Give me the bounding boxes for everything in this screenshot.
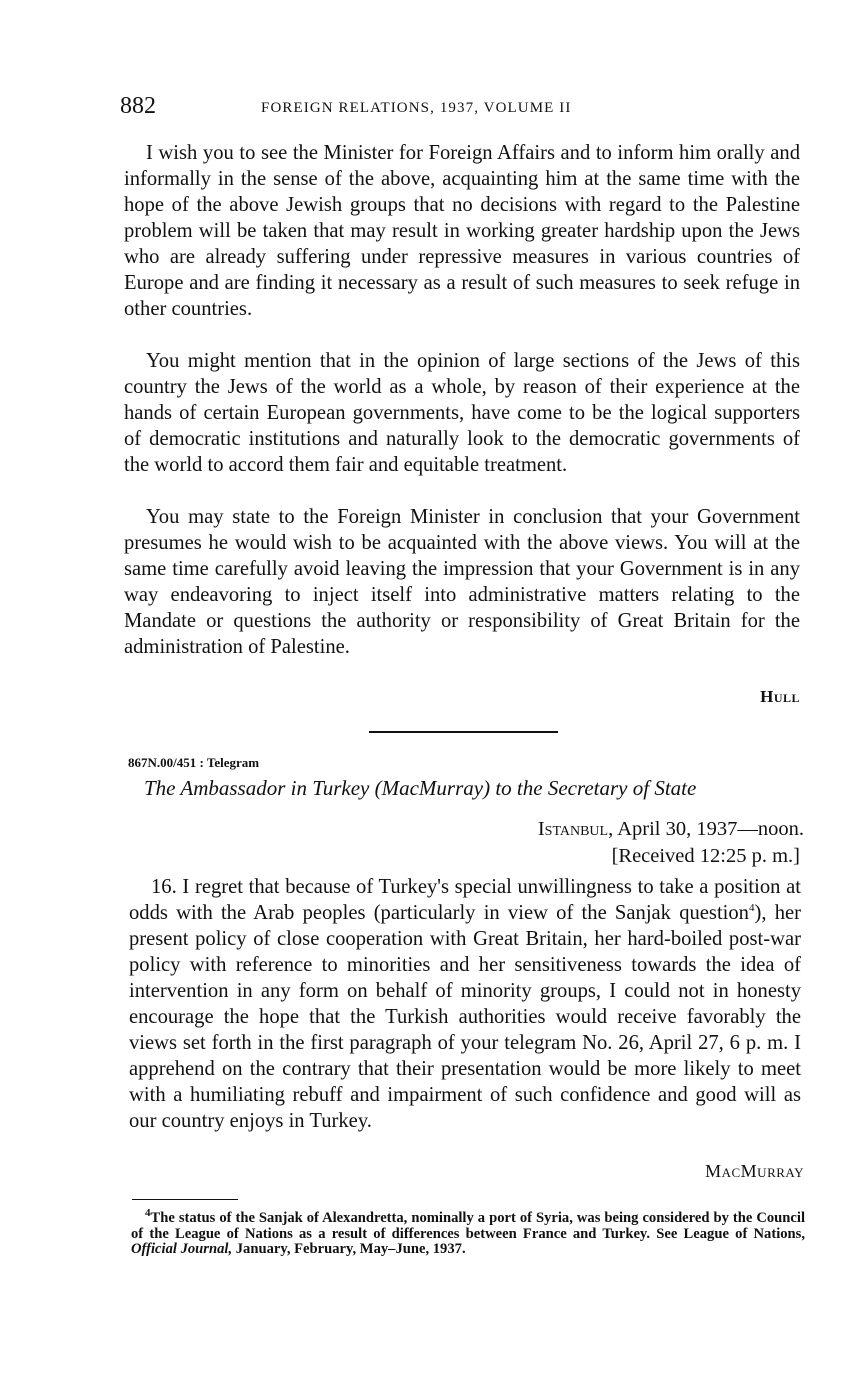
telegram-text-rest: ), her present policy of close cooperation with Great Britain, her hard-boiled post-war policy with reference to minorities and her sensitiveness towards the idea of intervention in any form on behalf of minority groups, I could not in honesty encourage the hope that the Turkish authorities would receive favorably the views set forth in the first paragraph of your telegram No. 26, April 27, 6 p. m. I apprehend on the contrary that their presentation would be more likely to meet with a humiliating rebuff and impairment of such confidence and good will as our country enjoys in Turkey. [129,902,802,1132]
footnote-marker: 4 [145,1207,151,1220]
signature-hull: Hull [760,687,800,706]
footnote-rule [132,1199,238,1200]
paragraph-1: I wish you to see the Minister for Foreign Affairs and to inform him orally and informally in the sense of the above, acquainting him at the same time with the hope of the above Jewish groups that no decisions with regard to the Palestine problem will be taken that may result in working greater hardship upon the Jews who are already suffering under repressive measures in various countries of Europe and are finding it necessary as a result of such measures to seek refuge in other countries. [124,142,800,320]
telegram-paragraph [129,874,801,1134]
running-head: FOREIGN RELATIONS, 1937, VOLUME II [261,100,572,116]
page-header [120,93,810,123]
received-time: [Received 12:25 p. m.] [611,845,800,867]
telegram-text-start: 16. I regret that because of Turkey's special unwillingness to take a position at odds with the Arab peoples (particularly in view of the Sanjak question [129,876,801,924]
document-title: The Ambassador in Turkey (MacMurray) to the Secretary of State [144,776,697,800]
footnote-journal: Official Journal, [131,1241,233,1258]
signature-macmurray: MacMurray [705,1161,804,1181]
page-number: 882 [120,93,156,119]
footnote-text: The status of the Sanjak of Alexandretta, nominally a port of Syria, was being considered by the Council of the League of Nations as a result of differences between France and Turkey. See League of Nations, [131,1210,805,1242]
paragraph-3: You may state to the Foreign Minister in conclusion that your Government presumes he would wish to be acquainted with the above views. You will at the same time carefully avoid leaving the impression that your Government is in any way endeavoring to inject itself into administrative matters relating to the Mandate or questions the authority or responsibility of Great Britain for the administration of Palestine. [124,506,800,658]
dateline-place: Istanbul, [537,818,614,840]
document-reference: 867N.00/451 : Telegram [128,755,260,770]
dateline-date: April 30, 1937—noon. [617,818,804,840]
footnote [131,1207,805,1258]
paragraph-2: You might mention that in the opinion of large sections of the Jews of this country the Jews of the world as a whole, by reason of their experience at the hands of certain European governments, have come to be the logical supporters of democratic institutions and naturally look to the democratic governments of the world to accord them fair and equitable treatment. [124,350,800,476]
footnote-text-end: January, February, May–June, 1937. [232,1241,466,1258]
footnote-reference: 4 [748,902,755,915]
dateline [538,818,804,841]
section-separator [369,731,558,733]
